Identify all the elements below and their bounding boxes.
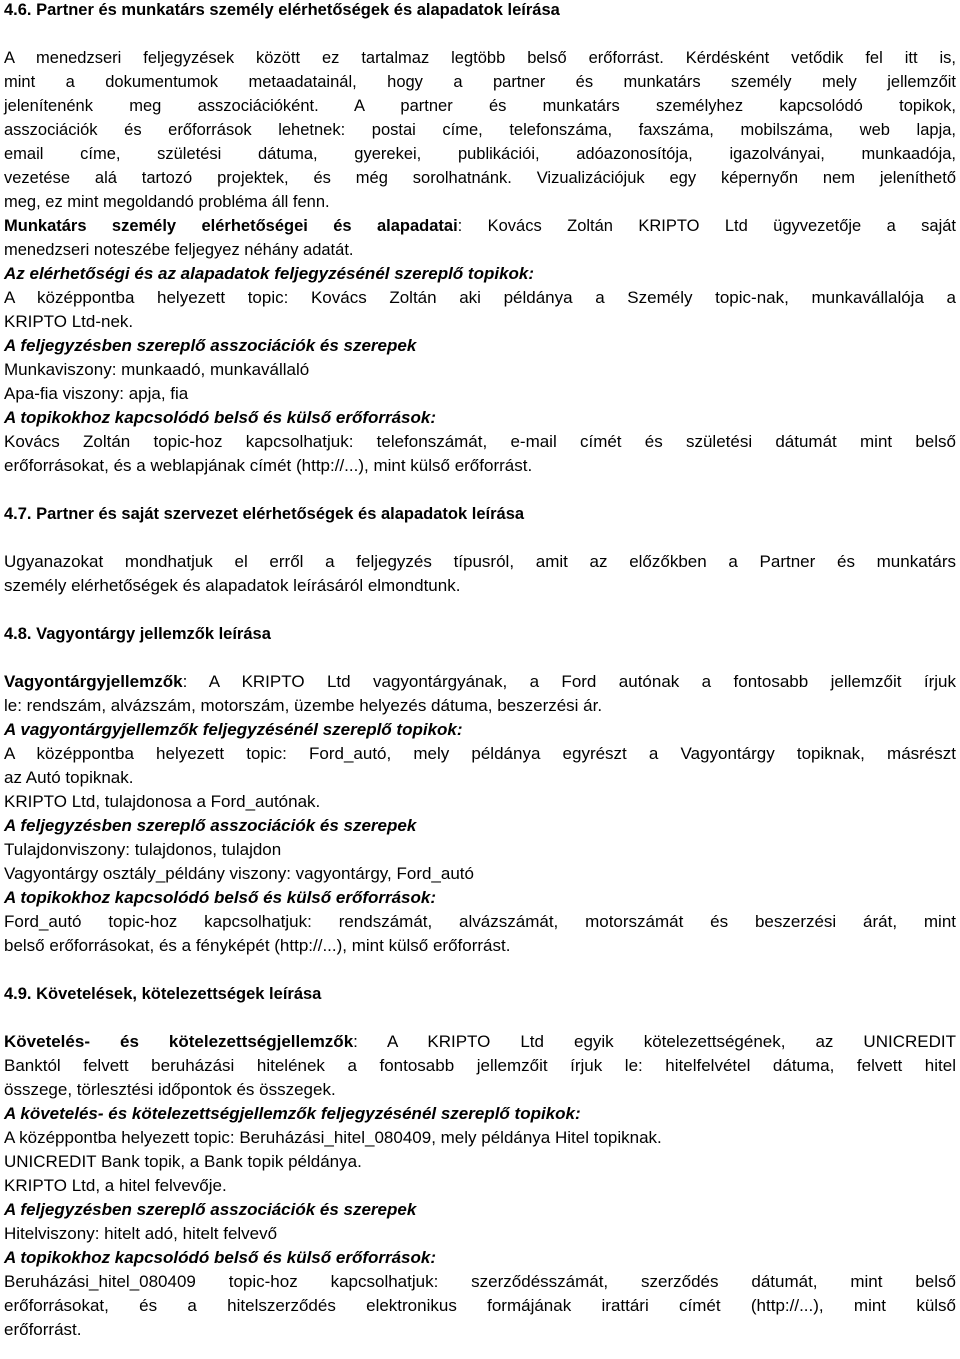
paragraph-line: Munkatárs személy elérhetőségei és alapadatai: Kovács Zoltán KRIPTO Ltd ügyvezetője a saját — [4, 217, 956, 235]
body-line: erőforrásokat, és a weblapjának címét (http://...), mint külső erőforrást. — [4, 456, 533, 475]
subheading-topics: A követelés- és kötelezettségjellemzők feljegyzésénél szereplő topikok: — [4, 1104, 581, 1123]
bold-term: Munkatárs személy elérhetőségei és alapadatai — [4, 217, 458, 235]
body-line: Kovács Zoltán topic-hoz kapcsolhatjuk: telefonszámát, e-mail címét és születési dátumát mint belső — [4, 432, 956, 451]
body-line: erőforrást. — [4, 1320, 82, 1339]
subheading-associations: A feljegyzésben szereplő asszociációk és szerepek — [4, 1200, 417, 1219]
body-line: Ugyanazokat mondhatjuk el erről a feljegyzés típusról, amit az előzőkben a Partner és munkatárs — [4, 552, 956, 571]
paragraph-line: asszociációk és erőforrások lehetnek: postai címe, telefonszáma, faxszáma, mobilszáma, web lapja, — [4, 121, 956, 139]
body-line: KRIPTO Ltd-nek. — [4, 312, 134, 331]
subheading-resources: A topikokhoz kapcsolódó belső és külső erőforrások: — [4, 888, 437, 907]
body-line: KRIPTO Ltd, a hitel felvevője. — [4, 1176, 227, 1195]
bold-term: Vagyontárgyjellemzők — [4, 672, 183, 691]
subheading-resources: A topikokhoz kapcsolódó belső és külső erőforrások: — [4, 1248, 437, 1267]
body-line: Apa-fia viszony: apja, fia — [4, 384, 189, 403]
paragraph-line: vezetése alá tartozó projektek, és még sorolhatnánk. Vizualizációjuk egy képernyőn nem jeleníthető — [4, 169, 956, 187]
body-line: erőforrásokat, és a hitelszerződés elektronikus formájának irattári címét (http://...), mint külső — [4, 1296, 956, 1315]
subheading-topics: Az elérhetőségi és az alapadatok feljegyzésénél szereplő topikok: — [4, 264, 535, 283]
body-line: Tulajdonviszony: tulajdonos, tulajdon — [4, 840, 282, 859]
body-line: Beruházási_hitel_080409 topic-hoz kapcsolhatjuk: szerződésszámát, szerződés dátumát, mint belső — [4, 1272, 956, 1291]
body-line: Ford_autó topic-hoz kapcsolhatjuk: rendszámát, alvázszámát, motorszámát és beszerzési árát, mint — [4, 912, 956, 931]
body-line: le: rendszám, alvázszám, motorszám, üzembe helyezés dátuma, beszerzési ár. — [4, 696, 603, 715]
body-line: Vagyontárgyjellemzők: A KRIPTO Ltd vagyontárgyának, a Ford autónak a fontosabb jellemzőit írjuk — [4, 672, 956, 691]
subheading-resources: A topikokhoz kapcsolódó belső és külső erőforrások: — [4, 408, 437, 427]
body-line: Hitelviszony: hitelt adó, hitelt felvevő — [4, 1224, 278, 1243]
body-line: belső erőforrásokat, és a fényképét (http://...), mint külső erőforrást. — [4, 936, 511, 955]
body-line: A középpontba helyezett topic: Ford_autó, mely példánya egyrészt a Vagyontárgy topiknak, másrészt — [4, 744, 956, 763]
paragraph-line: menedzseri noteszébe feljegyez néhány adatát. — [4, 241, 354, 259]
subheading-topics: A vagyontárgyjellemzők feljegyzésénél szereplő topikok: — [4, 720, 463, 739]
body-line: Munkaviszony: munkaadó, munkavállaló — [4, 360, 310, 379]
section-heading-4-9: 4.9. Követelések, kötelezettségek leírása — [4, 985, 322, 1003]
body-line: Banktól felvett beruházási hitelének a fontosabb jellemzőit írjuk le: hitelfelvétel dátuma, felvett hitel — [4, 1056, 956, 1075]
body-line: Követelés- és kötelezettségjellemzők: A KRIPTO Ltd egyik kötelezettségének, az UNICREDIT — [4, 1032, 956, 1051]
body-line: Vagyontárgy osztály_példány viszony: vagyontárgy, Ford_autó — [4, 864, 474, 883]
body-line: KRIPTO Ltd, tulajdonosa a Ford_autónak. — [4, 792, 321, 811]
section-heading-4-7: 4.7. Partner és saját szervezet elérhetőségek és alapadatok leírása — [4, 505, 525, 523]
bold-term: Követelés- és kötelezettségjellemzők — [4, 1032, 354, 1051]
body-line: személy elérhetőségek és alapadatok leírásáról elmondtunk. — [4, 576, 461, 595]
paragraph-line: mint a dokumentumok metaadatainál, hogy a partner és munkatárs személy mely jellemzőit — [4, 73, 956, 91]
subheading-associations: A feljegyzésben szereplő asszociációk és szerepek — [4, 816, 417, 835]
paragraph-line: meg, ez mint megoldandó probléma áll fenn. — [4, 193, 330, 211]
paragraph-line: jelenítenénk meg asszociációként. A partner és munkatárs személyhez kapcsolódó topikok, — [4, 97, 956, 115]
body-line: az Autó topiknak. — [4, 768, 134, 787]
section-heading-4-6: 4.6. Partner és munkatárs személy elérhetőségek és alapadatok leírása — [4, 1, 560, 19]
body-line: A középpontba helyezett topic: Kovács Zoltán aki példánya a Személy topic-nak, munkavállalója a — [4, 288, 956, 307]
section-heading-4-8: 4.8. Vagyontárgy jellemzők leírása — [4, 625, 271, 643]
body-line: összege, törlesztési időpontok és összegek. — [4, 1080, 336, 1099]
subheading-associations: A feljegyzésben szereplő asszociációk és szerepek — [4, 336, 417, 355]
body-line: UNICREDIT Bank topik, a Bank topik példánya. — [4, 1152, 362, 1171]
body-line: A középpontba helyezett topic: Beruházási_hitel_080409, mely példánya Hitel topiknak. — [4, 1128, 662, 1147]
paragraph-line: A menedzseri feljegyzések között ez tartalmaz legtöbb belső erőforrást. Kérdésként vetődik fel itt is, — [4, 49, 956, 67]
paragraph-line: email címe, születési dátuma, gyerekei, publikációi, adóazonosítója, igazolványai, munkaadója, — [4, 145, 956, 163]
